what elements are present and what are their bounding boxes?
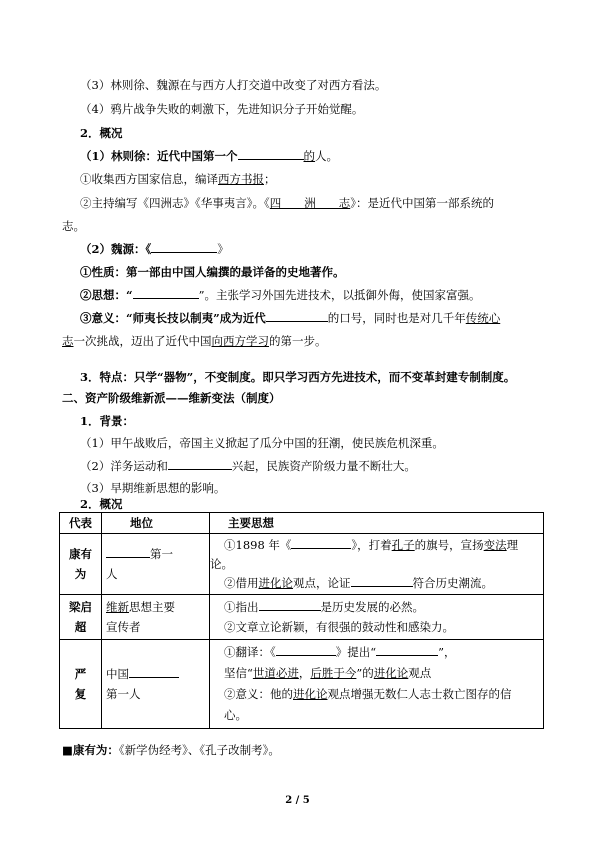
kang-idea-1a: ①1898 年《 (224, 537, 292, 552)
header-status: 地位 (102, 513, 210, 534)
line-bg-2 (80, 458, 416, 474)
yan-idea-2b: ， (298, 666, 311, 680)
line-reason-4: （4）鸦片战争失败的刺激下，先进知识分子开始觉醒。 (80, 102, 364, 116)
yan-idea-3a: ②意义：他的 (224, 687, 293, 701)
liang-status-2: 宣传者 (106, 620, 141, 634)
fill-blank (276, 644, 336, 656)
liang-status-1: 思想主要 (129, 600, 175, 614)
reformers-table (59, 512, 544, 729)
fill-blank (133, 287, 199, 299)
yan-idea-1a: ①翻译：《 (224, 645, 276, 659)
line-lin-collect (80, 171, 276, 187)
yan-status-2: 第一人 (106, 687, 141, 701)
kang-books-label: ■康有为： (62, 743, 119, 757)
line-wei-thought (80, 287, 481, 303)
fill-blank (129, 666, 179, 678)
fill-blank (376, 644, 438, 656)
kang-idea-1u2: 变法 (483, 537, 507, 552)
kang-idea-2b: 观点，论证 (293, 575, 351, 590)
lin-compile-underline: 四 洲 志 (269, 196, 351, 210)
bg-2-text: （2）洋务运动和 (80, 459, 168, 473)
header-ideas: 主要思想 (210, 513, 544, 534)
line-lin-compile-cont: 志。 (62, 219, 85, 233)
kang-idea-1c: 的旗号，宣扬 (414, 537, 484, 552)
status-kang (102, 534, 210, 595)
table-row-liang (60, 595, 544, 640)
line-wei-title (80, 241, 229, 257)
kang-books-titles: 《新学伪经考》、《孔子改制考》。 (118, 743, 280, 757)
lin-collect-underline: 西方书报 (218, 172, 264, 186)
line-bg-3: （3）早期维新思想的影响。 (80, 481, 226, 495)
name-kang: 康有为 (60, 534, 102, 595)
kang-idea-2a: ②借用 (224, 575, 259, 590)
yan-status-1: 中国 (106, 667, 129, 681)
liang-idea-2: ②文章立论新颖，有很强的鼓动性和感染力。 (224, 620, 454, 634)
line-kang-books (62, 742, 280, 758)
table-row-yan (60, 640, 544, 729)
heading-background: 1．背景： (80, 414, 135, 428)
yan-idea-3u: 进化论 (293, 687, 328, 701)
status-yan (102, 640, 210, 729)
fill-blank (351, 575, 413, 587)
wei-meaning-mid: 的口号，同时也是对几千年 (327, 311, 466, 325)
wei-cont-underline-2: 向西方学习 (211, 334, 269, 348)
wei-label-end: 》 (217, 242, 229, 256)
fill-blank (106, 546, 150, 558)
liang-idea-1a: ①指出 (224, 600, 259, 614)
wei-thought-text: ②思想：“ (80, 288, 133, 302)
ideas-yan (210, 640, 544, 729)
line-reason-3: （3）林则徐、魏源在与西方人打交道中改变了对西方看法。 (80, 78, 387, 92)
line-wei-nature: ①性质：第一部由中国人编撰的最详备的史地著作。 (80, 265, 345, 279)
yan-idea-1b: 》提出“ (335, 645, 377, 659)
yan-idea-2u2: 后胜于今 (310, 666, 357, 680)
line-lin-compile (80, 195, 494, 211)
fill-blank (291, 537, 351, 549)
bg-2-end: 兴起，民族资产阶级力量不断壮大。 (231, 459, 416, 473)
kang-idea-1u: 孔子 (391, 537, 415, 552)
kang-idea-2u: 进化论 (258, 575, 293, 590)
line-wei-meaning-cont (62, 333, 327, 349)
lin-collect-end: ； (264, 172, 276, 186)
name-liang: 梁启超 (60, 595, 102, 640)
yan-idea-2c: ”的 (356, 666, 374, 680)
lin-collect-text: ①收集西方国家信息，编译 (80, 172, 218, 186)
wei-meaning-underline: 传统心 (465, 311, 501, 325)
fill-blank (259, 599, 321, 611)
table-row-kang (60, 534, 544, 595)
fill-blank (238, 148, 304, 160)
wei-meaning-text: ③意义：“师夷长技以制夷”成为近代 (80, 311, 266, 325)
kang-idea-2c: 符合历史潮流。 (412, 575, 493, 590)
ideas-liang (210, 595, 544, 640)
yan-idea-2d: 观点 (408, 666, 432, 680)
wei-cont-end: 的第一步。 (269, 334, 327, 348)
line-feature: 3．特点：只学“器物”，不变制度。即只学习西方先进技术，而不变革封建专制制度。 (80, 370, 516, 384)
wei-thought-end: ”。主张学习外国先进技术，以抵御外侮，使国家富强。 (198, 288, 481, 302)
kang-idea-1e: 论。 (210, 556, 233, 571)
lin-underline: 的 (303, 149, 316, 163)
section-2-title: 二、资产阶级维新派——维新变法（制度） (62, 391, 281, 405)
yan-idea-3b: 观点增强无数仁人志士救亡图存的信 (327, 687, 512, 701)
header-representative: 代表 (60, 513, 102, 534)
lin-label: （1）林则徐：近代中国第一个 (80, 149, 238, 163)
heading-overview-2: 2．概况 (80, 497, 123, 511)
fill-blank (168, 458, 232, 470)
page-number: 2 / 5 (285, 795, 310, 806)
lin-compile-end: 》：是近代中国第一部系统的 (350, 196, 494, 210)
wei-cont-underline: 志 (62, 334, 74, 348)
yan-idea-2u3: 进化论 (373, 666, 409, 680)
yan-idea-2a: 坚信“ (224, 666, 253, 680)
line-bg-1: （1）甲午战败后，帝国主义掀起了瓜分中国的狂潮，使民族危机深重。 (80, 436, 444, 450)
kang-idea-1b: 》，打着 (351, 537, 392, 552)
yan-idea-3c: 心。 (224, 708, 247, 722)
table-header-row (60, 513, 544, 534)
line-lin-title (80, 148, 338, 164)
heading-overview: 2．概况 (80, 126, 123, 140)
liang-idea-1b: 是历史发展的必然。 (320, 600, 424, 614)
liang-status-u: 维新 (106, 600, 129, 614)
wei-label: （2）魏源：《 (80, 242, 152, 256)
fill-blank (151, 241, 217, 253)
lin-end: 人。 (315, 149, 339, 163)
kang-idea-1d: 理 (506, 537, 519, 552)
name-yan: 严 复 (60, 640, 102, 729)
line-wei-meaning (80, 310, 500, 326)
status-liang (102, 595, 210, 640)
yan-idea-1c: ”， (438, 645, 456, 659)
ideas-kang (210, 534, 544, 595)
kang-status-2: 人 (106, 567, 118, 581)
wei-cont-text: 一次挑战，迈出了近代中国 (73, 334, 212, 348)
kang-status-1: 第一 (150, 547, 173, 561)
yan-idea-2u: 世道必进 (252, 666, 299, 680)
fill-blank (266, 310, 328, 322)
lin-compile-text: ②主持编写《四洲志》《华事夷言》。《 (80, 196, 270, 210)
